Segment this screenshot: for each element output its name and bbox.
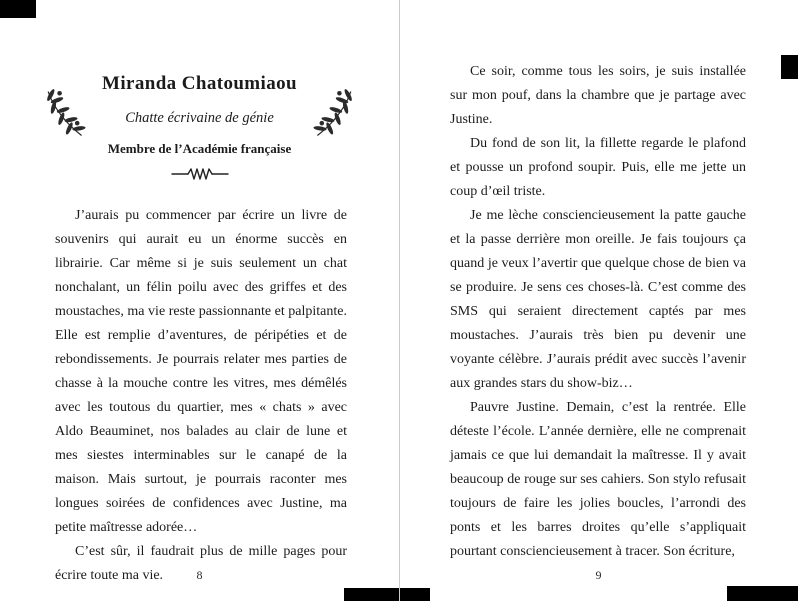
paragraph: Ce soir, comme tous les soirs, je suis installée sur mon pouf, dans la chambre que je partage avec Justine. bbox=[450, 64, 746, 127]
divider-ornament-icon bbox=[0, 166, 399, 182]
chapter-affiliation: Membre de l’Académie française bbox=[107, 141, 292, 156]
paragraph: Pauvre Justine. Demain, c’est la rentrée. Elle déteste l’école. L’année dernière, elle ne comprenait jamais ce que lui demandait la maîtresse. Il y avait beaucoup de rouge sur ses cahiers. Son stylo refusait toujours de faire les jolies boucles, l’arrondi des ponts et les barres droites qu’elle s’appliquait pourtant consciencieusement à tracer. Son écriture, bbox=[450, 400, 746, 559]
paragraph: C’est sûr, il faudrait plus de mille pages pour écrire toute ma vie. bbox=[55, 544, 347, 583]
page-number-left: 8 bbox=[196, 568, 203, 582]
page-gutter-line bbox=[399, 0, 400, 601]
chapter-title: Miranda Chatoumiaou bbox=[102, 73, 297, 94]
left-page-body bbox=[55, 204, 347, 588]
chapter-header bbox=[0, 72, 399, 158]
chapter-subtitle: Chatte écrivaine de génie bbox=[125, 110, 274, 126]
page-number-right: 9 bbox=[595, 568, 602, 582]
laurel-branch-right-icon bbox=[313, 86, 357, 141]
paragraph: J’aurais pu commencer par écrire un livre de souvenirs qui aurait eu un énorme succès en librairie. Car même si je suis seulement un chat nonchalant, un félin poilu avec des griffes et des moustaches, ma vie reste passionnante et palpitante. Elle est remplie d’aventures, de péripéties et de rebondissements. Je pourrais relater mes parties de chasse à la mouche contre les vitres, mes démêlés avec les toutous du quartier, mes « chats » avec Aldo Beauminet, nos balades au clair de lune et mes siestes interminables sur le canapé de la maison. Mais surtout, je pourrais raconter mes longues soirées de confidences avec Justine, ma petite maîtresse adorée… bbox=[55, 208, 347, 535]
right-page-body bbox=[450, 60, 746, 564]
paragraph: Du fond de son lit, la fillette regarde le plafond et pousse un profond soupir. Puis, elle me jette un coup d’œil triste. bbox=[450, 136, 746, 199]
paragraph: Je me lèche consciencieusement la patte gauche et la passe derrière mon oreille. Je fais toujours ça quand je veux l’avertir que quelque chose de bien va se produire. Je sens ces choses-là. C’est comme des SMS qui seraient directement captés par mes moustaches. J’aurais très bien pu devenir une voyante célèbre. J’aurais prédit avec succès l’avenir aux grandes stars du show-biz… bbox=[450, 208, 746, 391]
laurel-branch-left-icon bbox=[42, 86, 86, 141]
right-page bbox=[399, 0, 798, 601]
